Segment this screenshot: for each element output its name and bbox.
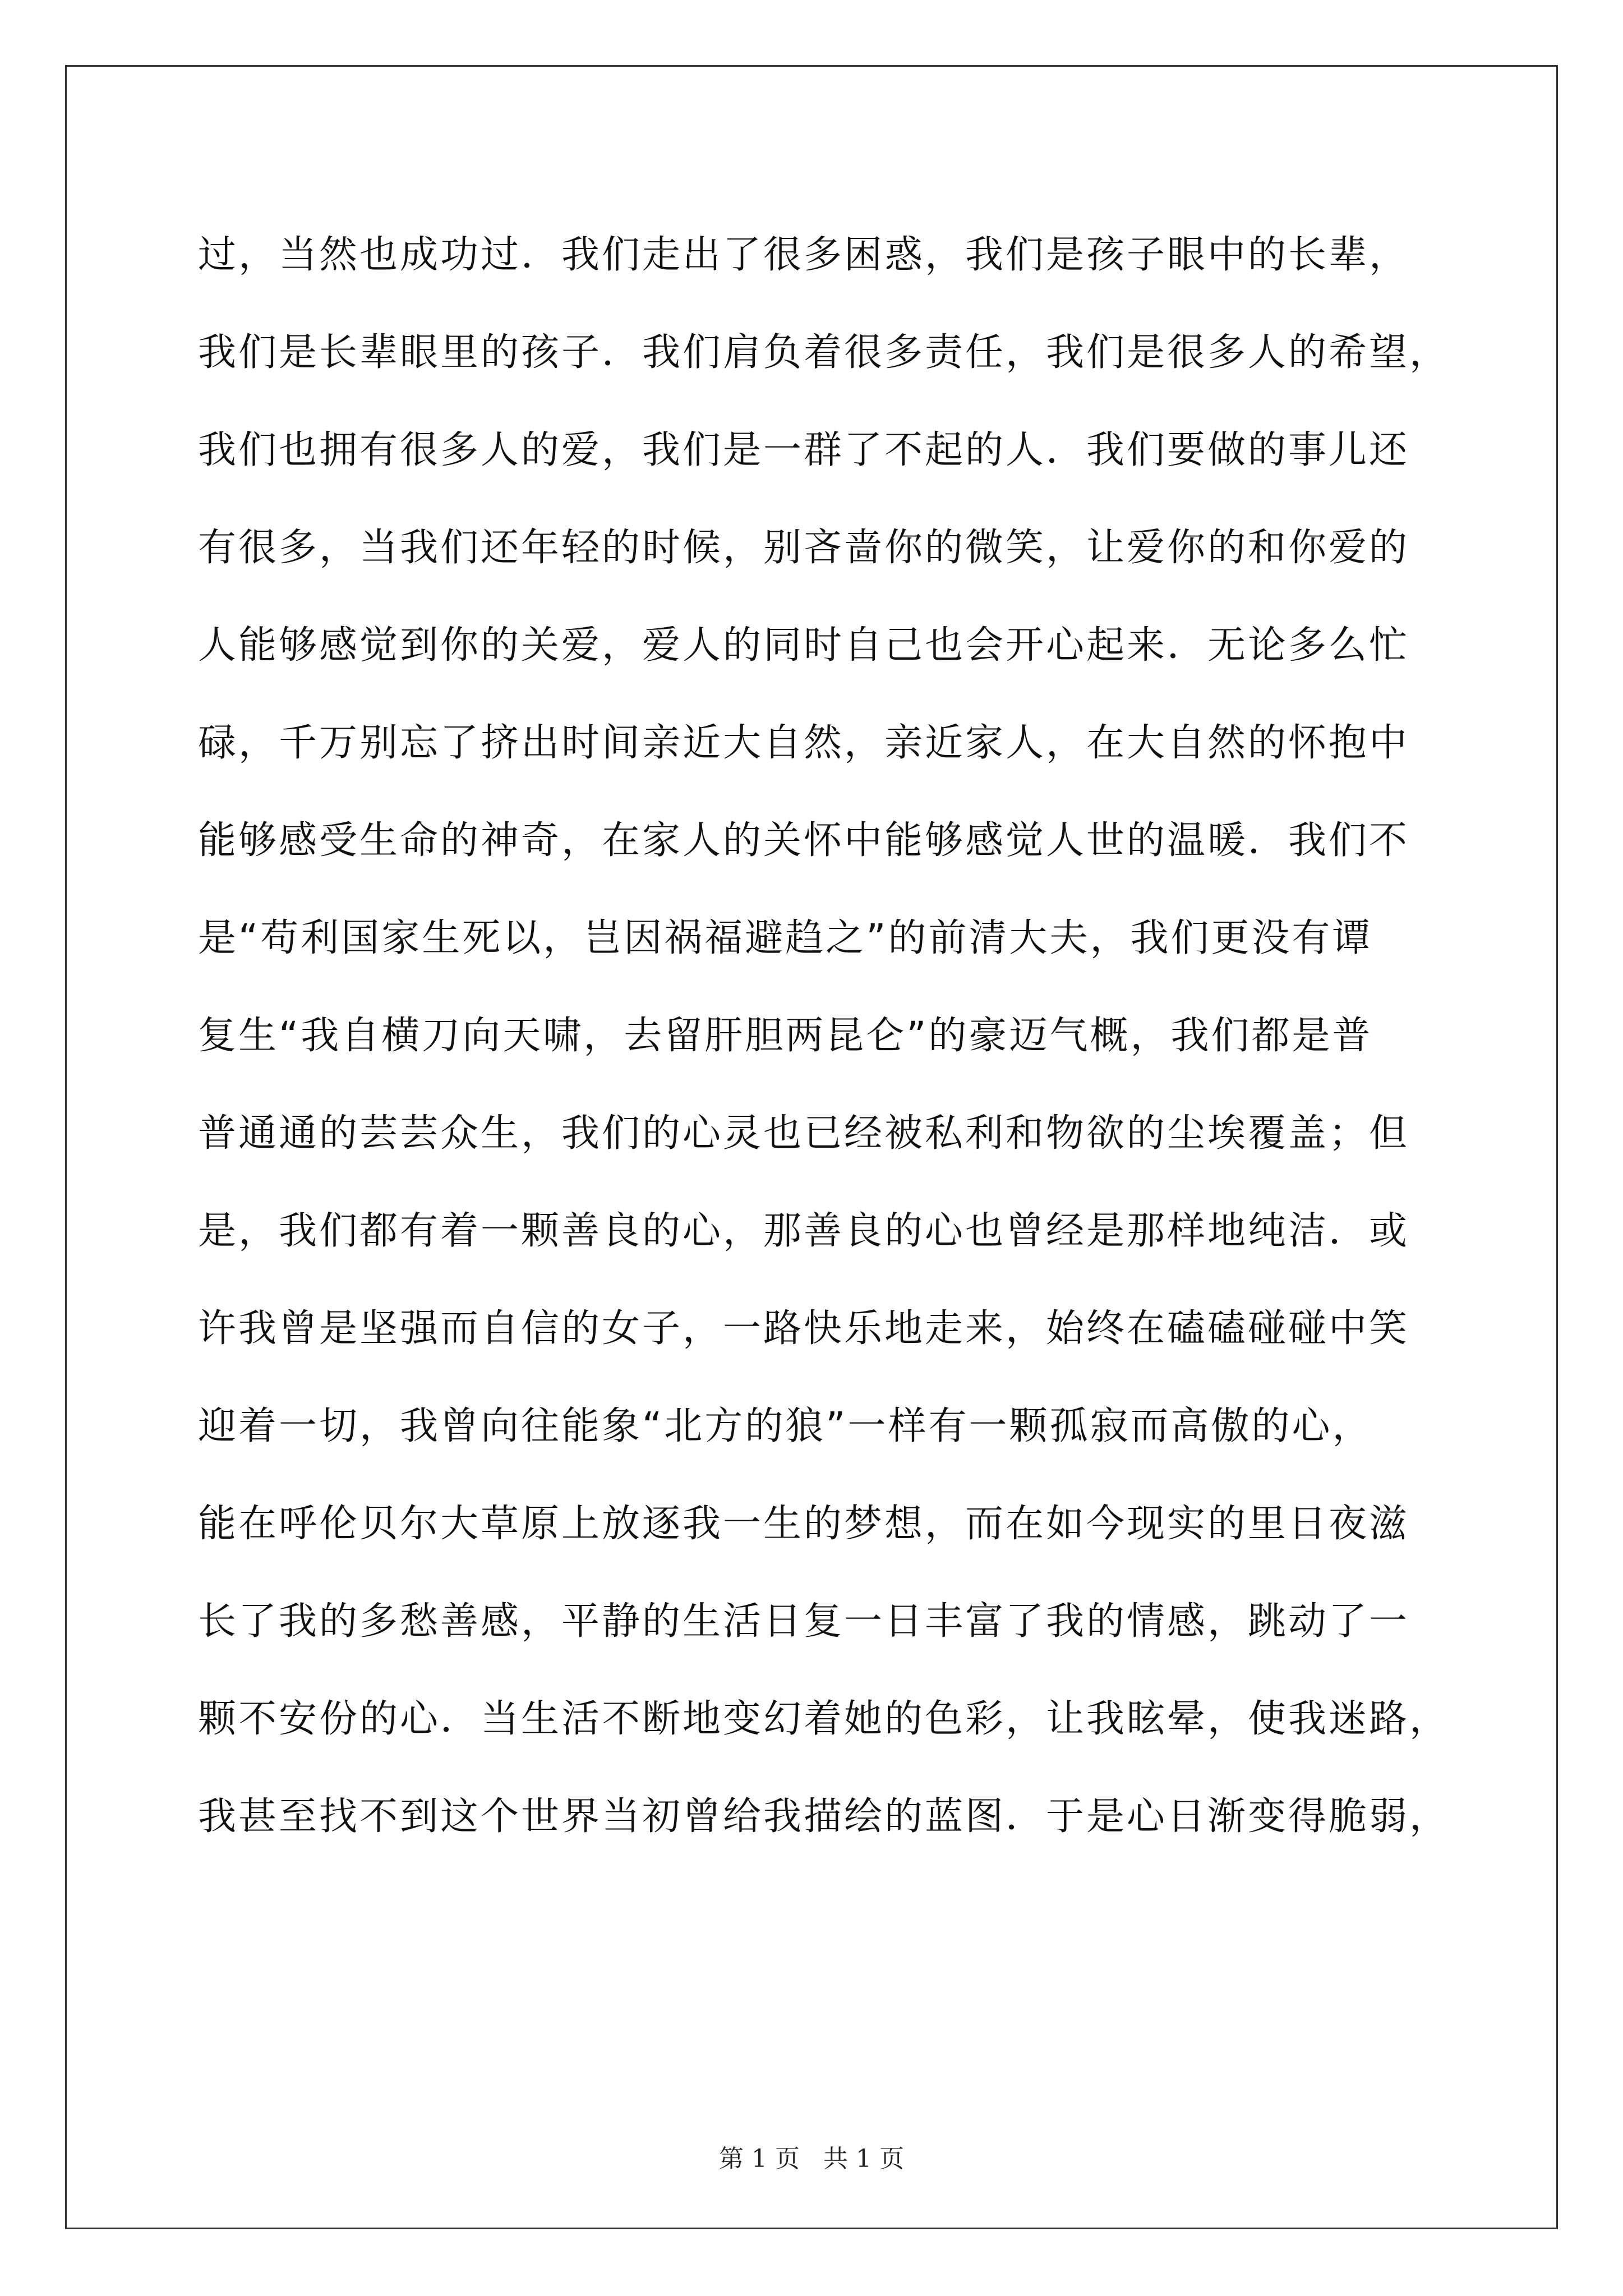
text-line: 能够感受生命的神奇，在家人的关怀中能够感觉人世的温暖．我们不 [198, 818, 1410, 863]
text-line: 过，当然也成功过．我们走出了很多困惑，我们是孩子眼中的长辈， [198, 233, 1410, 277]
page-number-footer: 第 1 页 共 1 页 [719, 2145, 904, 2173]
text-line: 迎着一切，我曾向往能象“北方的狼”一样有一颗孤寂而高傲的心， [198, 1404, 1373, 1448]
text-line: 是“苟利国家生死以，岂因祸福避趋之”的前清大夫，我们更没有谭 [198, 916, 1373, 960]
text-line: 能在呼伦贝尔大草原上放逐我一生的梦想，而在如今现实的里日夜滋 [198, 1502, 1410, 1546]
text-line: 是，我们都有着一颗善良的心，那善良的心也曾经是那样地纯洁．或 [198, 1209, 1410, 1253]
text-line: 颗不安份的心．当生活不断地变幻着她的色彩，让我眩晕，使我迷路， [198, 1697, 1450, 1741]
text-line: 人能够感觉到你的关爱，爱人的同时自己也会开心起来．无论多么忙 [198, 623, 1410, 668]
document-body [198, 206, 1454, 1866]
text-line: 复生“我自横刀向天啸，去留肝胆两昆仑”的豪迈气概，我们都是普 [198, 1014, 1373, 1058]
text-line: 我甚至找不到这个世界当初曾给我描绘的蓝图．于是心日渐变得脆弱， [198, 1795, 1450, 1839]
text-line: 碌，千万别忘了挤出时间亲近大自然，亲近家人，在大自然的怀抱中 [198, 721, 1410, 765]
text-line: 我们是长辈眼里的孩子．我们肩负着很多责任，我们是很多人的希望， [198, 330, 1450, 375]
text-line: 许我曾是坚强而自信的女子，一路快乐地走来，始终在磕磕碰碰中笑 [198, 1306, 1410, 1351]
text-line: 长了我的多愁善感，平静的生活日复一日丰富了我的情感，跳动了一 [198, 1599, 1410, 1644]
text-line: 普通通的芸芸众生，我们的心灵也已经被私利和物欲的尘埃覆盖；但 [198, 1111, 1410, 1156]
text-line: 我们也拥有很多人的爱，我们是一群了不起的人．我们要做的事儿还 [198, 428, 1410, 472]
text-line: 有很多，当我们还年轻的时候，别吝啬你的微笑，让爱你的和你爱的 [198, 526, 1410, 570]
